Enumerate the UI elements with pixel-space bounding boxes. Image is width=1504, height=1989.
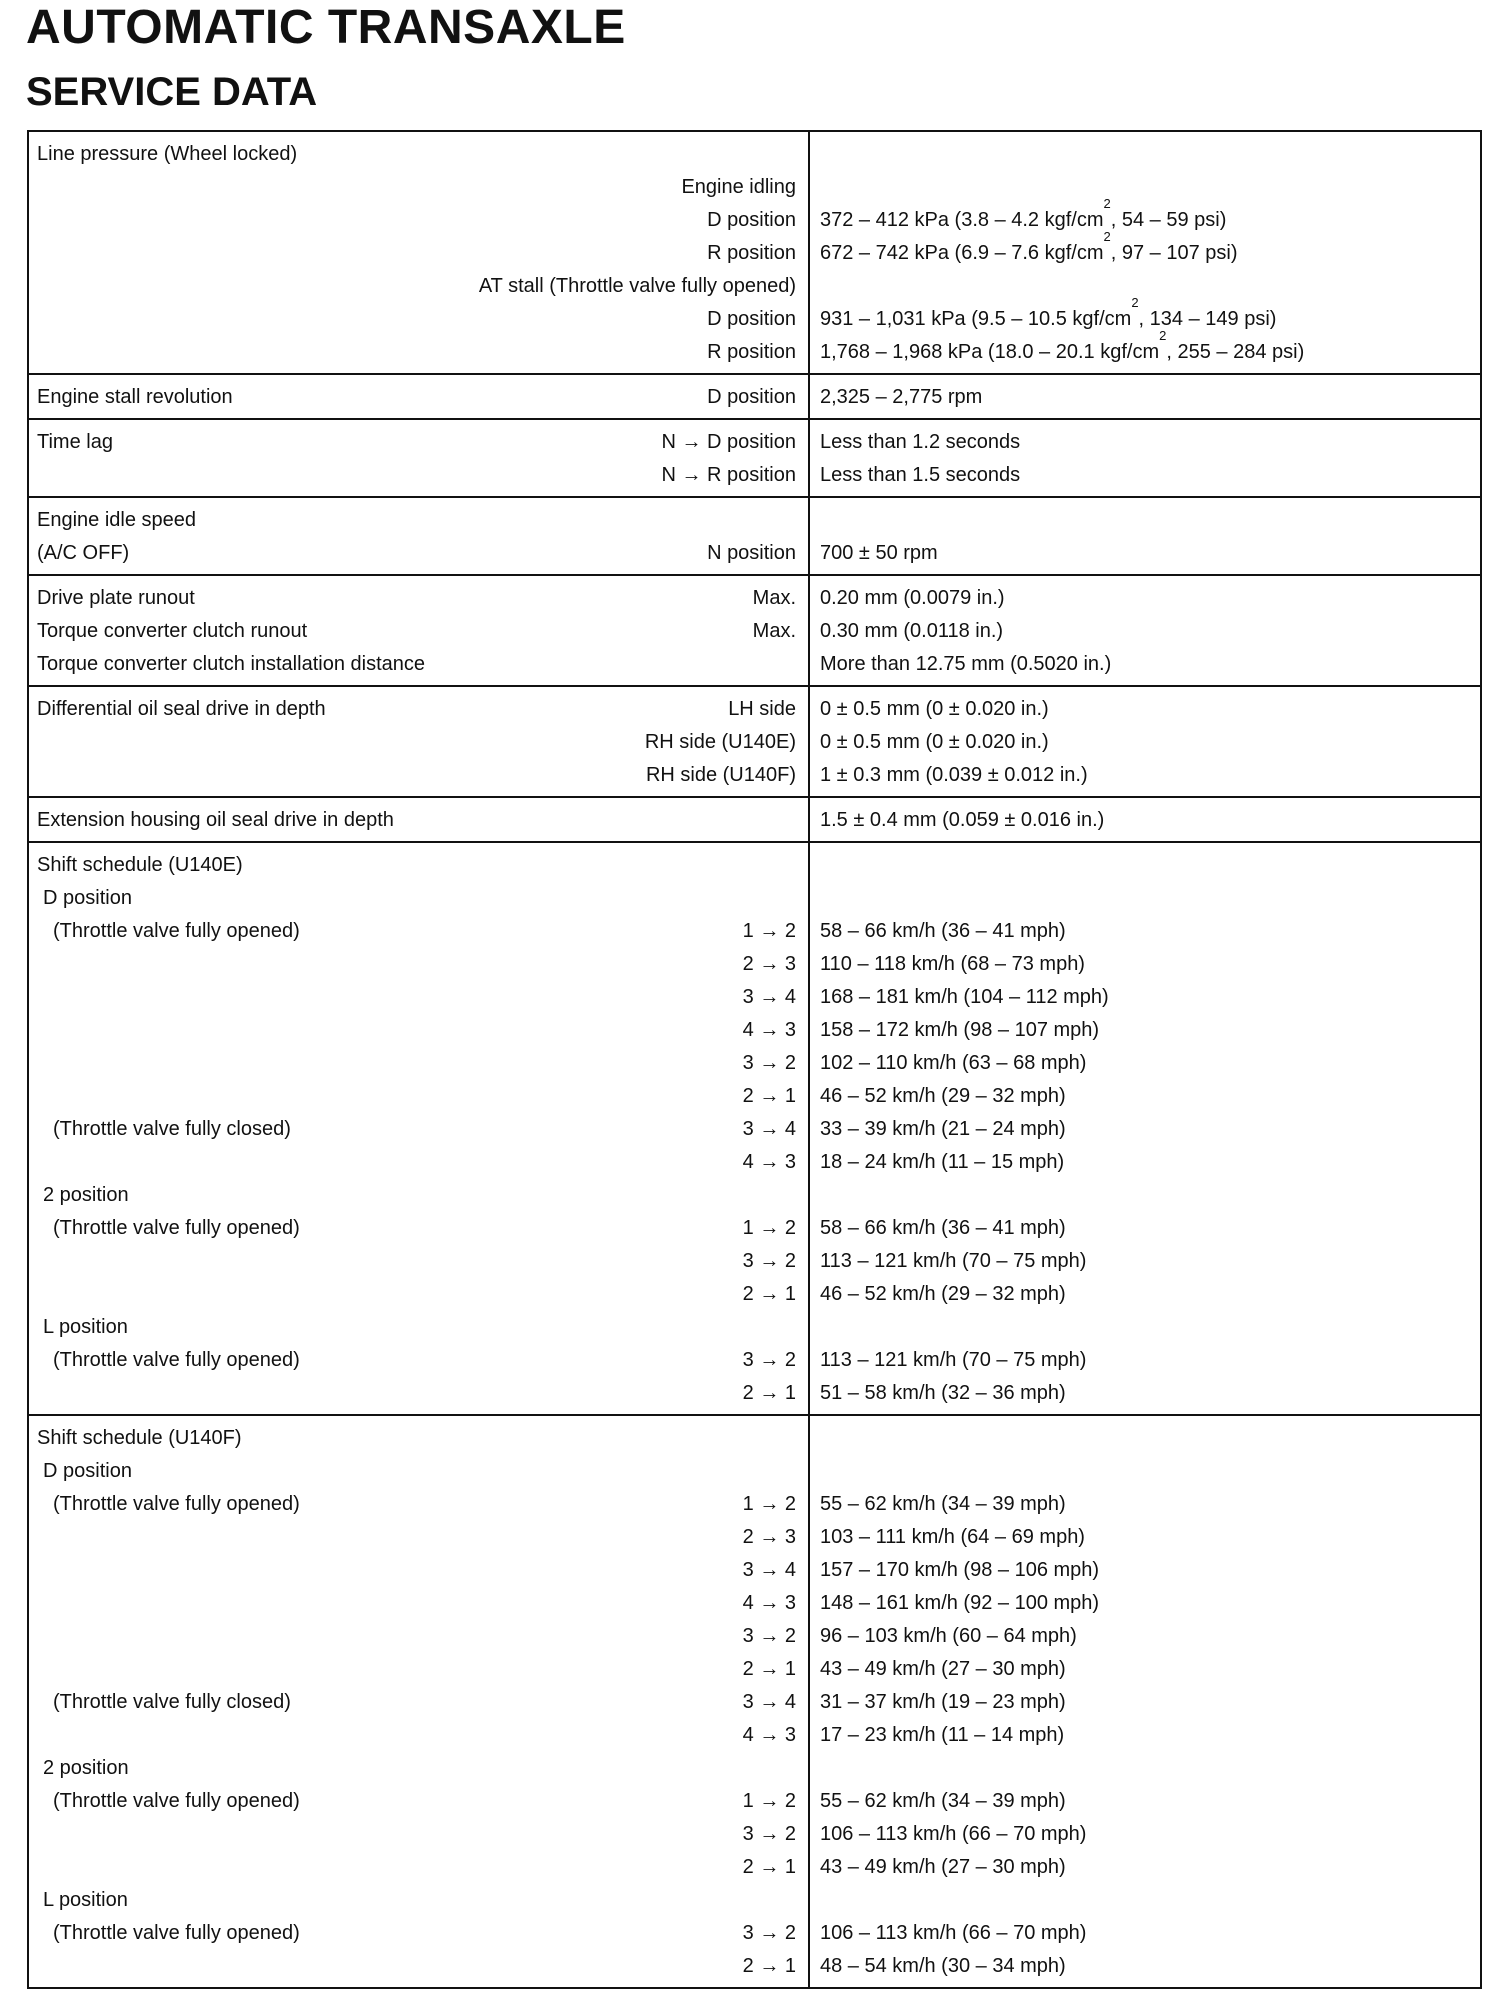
ext-seal-section xyxy=(29,796,1480,841)
spec-value: 17 – 23 km/h (11 – 14 mph) xyxy=(820,1724,1065,1746)
shift: 1 → 2 xyxy=(742,1493,796,1515)
throttle-label: (Throttle valve fully closed) xyxy=(53,1118,291,1140)
spec-value: 103 – 111 km/h (64 – 69 mph) xyxy=(820,1526,1085,1548)
throttle-label: (Throttle valve fully opened) xyxy=(53,1217,300,1239)
shift: 2 → 1 xyxy=(742,1955,796,1977)
spec-value: More than 12.75 mm (0.5020 in.) xyxy=(820,653,1112,675)
spec-sublabel: (A/C OFF) xyxy=(37,542,130,564)
spec-value: 2,325 – 2,775 rpm xyxy=(820,386,983,408)
line-pressure-values xyxy=(810,132,1480,373)
shift: 4 → 3 xyxy=(742,1151,796,1173)
spec-value: 931 – 1,031 kPa (9.5 – 10.5 kgf/cm 2 , 134 – 149 psi) xyxy=(820,295,1277,330)
condition: D position xyxy=(707,209,796,231)
spec-value: 110 – 118 km/h (68 – 73 mph) xyxy=(820,953,1085,975)
spec-value: 18 – 24 km/h (11 – 15 mph) xyxy=(820,1151,1065,1173)
throttle-label: (Throttle valve fully opened) xyxy=(53,920,300,942)
stall-revolution-section xyxy=(29,373,1480,418)
condition: R position xyxy=(707,242,796,264)
shift: 3 → 2 xyxy=(742,1625,796,1647)
idle-speed-section xyxy=(29,496,1480,574)
runout-section xyxy=(29,574,1480,685)
throttle-label: (Throttle valve fully opened) xyxy=(53,1922,300,1944)
spec-label: Line pressure (Wheel locked) xyxy=(37,143,298,165)
condition: D position xyxy=(707,386,796,408)
line-pressure-specs xyxy=(29,132,810,373)
page-title: AUTOMATIC TRANSAXLE xyxy=(26,1,626,54)
spec-value: 46 – 52 km/h (29 – 32 mph) xyxy=(820,1085,1066,1107)
shift: 3 → 4 xyxy=(742,1559,796,1581)
spec-value: 1,768 – 1,968 kPa (18.0 – 20.1 kgf/cm 2 , 255 – 284 psi) xyxy=(820,328,1305,363)
throttle-label: (Throttle valve fully opened) xyxy=(53,1493,300,1515)
shift: 2 → 1 xyxy=(742,1856,796,1878)
spec-label: Engine idle speed xyxy=(37,509,197,531)
spec-value: 51 – 58 km/h (32 – 36 mph) xyxy=(820,1382,1066,1404)
shift: 4 → 3 xyxy=(742,1592,796,1614)
spec-value: 0.30 mm (0.0118 in.) xyxy=(820,620,1004,642)
spec-value: 113 – 121 km/h (70 – 75 mph) xyxy=(820,1349,1087,1371)
shift: 3 → 4 xyxy=(742,1691,796,1713)
condition: N → R position xyxy=(661,464,796,486)
spec-value: 31 – 37 km/h (19 – 23 mph) xyxy=(820,1691,1066,1713)
spec-label: Engine stall revolution xyxy=(37,386,233,408)
condition: AT stall (Throttle valve fully opened) xyxy=(478,275,796,297)
spec-label: Extension housing oil seal drive in depth xyxy=(37,809,394,831)
spec-value: 168 – 181 km/h (104 – 112 mph) xyxy=(820,986,1109,1008)
condition: Max. xyxy=(752,587,796,609)
spec-value: 55 – 62 km/h (34 – 39 mph) xyxy=(820,1790,1066,1812)
spec-value: 58 – 66 km/h (36 – 41 mph) xyxy=(820,920,1066,942)
position-label: D position xyxy=(43,1460,132,1482)
spec-label: Torque converter clutch installation distance xyxy=(37,653,425,675)
position-label: L position xyxy=(43,1316,128,1338)
condition: D position xyxy=(707,308,796,330)
position-label: L position xyxy=(43,1889,128,1911)
spec-label: Torque converter clutch runout xyxy=(37,620,308,642)
condition: RH side (U140F) xyxy=(645,764,796,786)
condition: LH side xyxy=(728,698,796,720)
shift: 3 → 2 xyxy=(742,1922,796,1944)
position-label: 2 position xyxy=(43,1757,129,1779)
time-lag-section xyxy=(29,418,1480,496)
spec-value: 102 – 110 km/h (63 – 68 mph) xyxy=(820,1052,1087,1074)
shift: 3 → 4 xyxy=(742,986,796,1008)
shift: 3 → 2 xyxy=(742,1250,796,1272)
section-title: SERVICE DATA xyxy=(26,70,318,114)
spec-value: 148 – 161 km/h (92 – 100 mph) xyxy=(820,1592,1100,1614)
spec-label: Differential oil seal drive in depth xyxy=(37,698,326,720)
shift: 2 → 1 xyxy=(742,1283,796,1305)
spec-value: 1.5 ± 0.4 mm (0.059 ± 0.016 in.) xyxy=(820,809,1105,831)
spec-value: 96 – 103 km/h (60 – 64 mph) xyxy=(820,1625,1077,1647)
spec-value: 48 – 54 km/h (30 – 34 mph) xyxy=(820,1955,1066,1977)
condition: R position xyxy=(707,341,796,363)
shift: 2 → 1 xyxy=(742,1382,796,1404)
spec-value: 157 – 170 km/h (98 – 106 mph) xyxy=(820,1559,1100,1581)
spec-value: 158 – 172 km/h (98 – 107 mph) xyxy=(820,1019,1100,1041)
shift: 3 → 2 xyxy=(742,1823,796,1845)
shift: 2 → 1 xyxy=(742,1658,796,1680)
condition: RH side (U140E) xyxy=(644,731,796,753)
position-label: 2 position xyxy=(43,1184,129,1206)
shift: 2 → 3 xyxy=(742,953,796,975)
spec-value: 43 – 49 km/h (27 – 30 mph) xyxy=(820,1856,1066,1878)
throttle-label: (Throttle valve fully closed) xyxy=(53,1691,291,1713)
spec-value: 700 ± 50 rpm xyxy=(820,542,938,564)
spec-value: 0 ± 0.5 mm (0 ± 0.020 in.) xyxy=(820,698,1049,720)
line-pressure-section xyxy=(29,132,1480,373)
spec-value: 43 – 49 km/h (27 – 30 mph) xyxy=(820,1658,1066,1680)
shift: 1 → 2 xyxy=(742,1790,796,1812)
spec-label: Drive plate runout xyxy=(37,587,195,609)
spec-value: 106 – 113 km/h (66 – 70 mph) xyxy=(820,1823,1087,1845)
condition: Max. xyxy=(752,620,796,642)
diff-seal-section xyxy=(29,685,1480,796)
throttle-label: (Throttle valve fully opened) xyxy=(53,1349,300,1371)
spec-value: 58 – 66 km/h (36 – 41 mph) xyxy=(820,1217,1066,1239)
spec-value: 55 – 62 km/h (34 – 39 mph) xyxy=(820,1493,1066,1515)
throttle-label: (Throttle valve fully opened) xyxy=(53,1790,300,1812)
spec-value: 33 – 39 km/h (21 – 24 mph) xyxy=(820,1118,1066,1140)
spec-value: Less than 1.2 seconds xyxy=(820,431,1021,453)
shift: 3 → 2 xyxy=(742,1052,796,1074)
spec-value: 46 – 52 km/h (29 – 32 mph) xyxy=(820,1283,1066,1305)
shift: 1 → 2 xyxy=(742,1217,796,1239)
shift: 2 → 3 xyxy=(742,1526,796,1548)
spec-value: 106 – 113 km/h (66 – 70 mph) xyxy=(820,1922,1087,1944)
shift: 2 → 1 xyxy=(742,1085,796,1107)
shift: 1 → 2 xyxy=(742,920,796,942)
spec-value: 0 ± 0.5 mm (0 ± 0.020 in.) xyxy=(820,731,1049,753)
spec-value: 1 ± 0.3 mm (0.039 ± 0.012 in.) xyxy=(820,764,1088,786)
condition: N → D position xyxy=(661,431,796,453)
spec-label: Time lag xyxy=(37,431,113,453)
service-data-table xyxy=(27,130,1482,1989)
shift-schedule-u140e-section xyxy=(29,841,1480,1414)
shift: 4 → 3 xyxy=(742,1019,796,1041)
shift: 3 → 4 xyxy=(742,1118,796,1140)
spec-value: 0.20 mm (0.0079 in.) xyxy=(820,587,1005,609)
shift: 3 → 2 xyxy=(742,1349,796,1371)
condition: Engine idling xyxy=(681,176,796,198)
shift-schedule-u140f-section xyxy=(29,1414,1480,1987)
spec-value: 113 – 121 km/h (70 – 75 mph) xyxy=(820,1250,1087,1272)
position-label: D position xyxy=(43,887,132,909)
spec-label: Shift schedule (U140F) xyxy=(37,1427,242,1449)
spec-value: 372 – 412 kPa (3.8 – 4.2 kgf/cm 2 , 54 – 59 psi) xyxy=(820,196,1227,231)
spec-value: 672 – 742 kPa (6.9 – 7.6 kgf/cm 2 , 97 – 107 psi) xyxy=(820,229,1238,264)
shift: 4 → 3 xyxy=(742,1724,796,1746)
spec-label: Shift schedule (U140E) xyxy=(37,854,243,876)
spec-value: Less than 1.5 seconds xyxy=(820,464,1021,486)
condition: N position xyxy=(707,542,796,564)
